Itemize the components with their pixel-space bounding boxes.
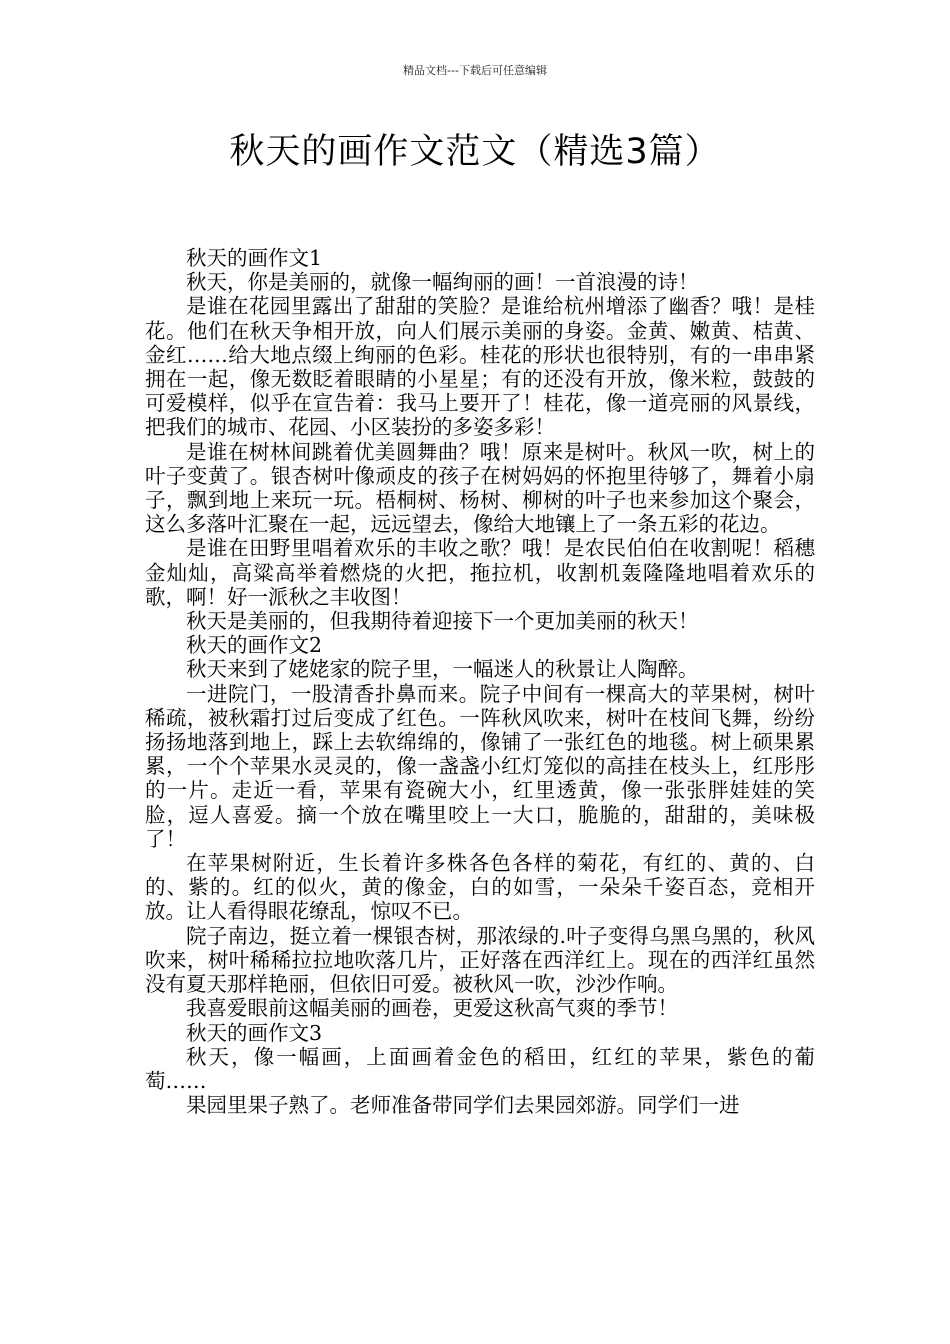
paragraph: 是谁在树林间跳着优美圆舞曲？哦！原来是树叶。秋风一吹，树上的叶子变黄了。银杏树叶像顽皮的孩子在树妈妈的怀抱里待够了，舞着小扇子，飘到地上来玩一玩。梧桐树、杨树、柳树的叶子也来参加这个聚会，这么多落叶汇聚在一起，远远望去，像给大地镶上了一条五彩的花边。 — [145, 439, 815, 537]
page-header-note: 精品文档---下载后可任意编辑 — [403, 64, 547, 77]
paragraph: 是谁在花园里露出了甜甜的笑脸？是谁给杭州增添了幽香？哦！是桂花。他们在秋天争相开放，向人们展示美丽的身姿。金黄、嫩黄、桔黄、金红……给大地点缀上绚丽的色彩。桂花的形状也很特别，有的一串串紧拥在一起，像无数眨着眼睛的小星星；有的还没有开放，像米粒，鼓鼓的可爱模样，似乎在宣告着：我马上要开了！桂花，像一道亮丽的风景线，把我们的城市、花园、小区装扮的多姿多彩！ — [145, 294, 815, 440]
paragraph: 一进院门，一股清香扑鼻而来。院子中间有一棵高大的苹果树，树叶稀疏，被秋霜打过后变成了红色。一阵秋风吹来，树叶在枝间飞舞，纷纷扬扬地落到地上，踩上去软绵绵的，像铺了一张红色的地毯。树上硕果累累，一个个苹果水灵灵的，像一盏盏小红灯笼似的高挂在枝头上，红彤彤的一片。走近一看，苹果有瓷碗大小，红里透黄，像一张张胖娃娃的笑脸，逗人喜爱。摘一个放在嘴里咬上一大口，脆脆的，甜甜的，美味极了！ — [145, 681, 815, 851]
paragraph: 秋天是美丽的，但我期待着迎接下一个更加美丽的秋天！ — [186, 609, 699, 634]
paragraph: 院子南边，挺立着一棵银杏树，那浓绿的.叶子变得乌黑乌黑的，秋风吹来，树叶稀稀拉拉地吹落几片，正好落在西洋红上。现在的西洋红虽然没有夏天那样艳丽，但依旧可爱。被秋风一吹，沙沙作响。 — [145, 923, 815, 997]
paragraph: 秋天，像一幅画，上面画着金色的稻田，红红的苹果，紫色的葡萄…… — [145, 1044, 815, 1093]
essay-heading-1: 秋天的画作文1 — [186, 246, 323, 270]
document-body — [145, 246, 815, 1117]
paragraph: 秋天来到了姥姥家的院子里，一幅迷人的秋景让人陶醉。 — [186, 657, 699, 682]
document-title: 秋天的画作文范文（精选3篇） — [229, 132, 721, 172]
paragraph: 我喜爱眼前这幅美丽的画卷，更爱这秋高气爽的季节！ — [186, 996, 678, 1021]
essay-heading-2: 秋天的画作文2 — [186, 633, 323, 658]
essay-heading-3: 秋天的画作文3 — [186, 1020, 323, 1045]
paragraph: 是谁在田野里唱着欢乐的丰收之歌？哦！是农民伯伯在收割呢！稻穗金灿灿，高粱高举着燃烧的火把，拖拉机，收割机轰隆隆地唱着欢乐的歌，啊！好一派秋之丰收图！ — [145, 536, 815, 609]
paragraph: 秋天，你是美丽的，就像一幅绚丽的画！一首浪漫的诗！ — [186, 270, 699, 295]
paragraph: 果园里果子熟了。老师准备带同学们去果园郊游。同学们一进 — [186, 1093, 740, 1118]
paragraph: 在苹果树附近，生长着许多株各色各样的菊花，有红的、黄的、白的、紫的。红的似火，黄的像金，白的如雪，一朵朵千姿百态，竞相开放。让人看得眼花缭乱，惊叹不已。 — [145, 851, 815, 924]
